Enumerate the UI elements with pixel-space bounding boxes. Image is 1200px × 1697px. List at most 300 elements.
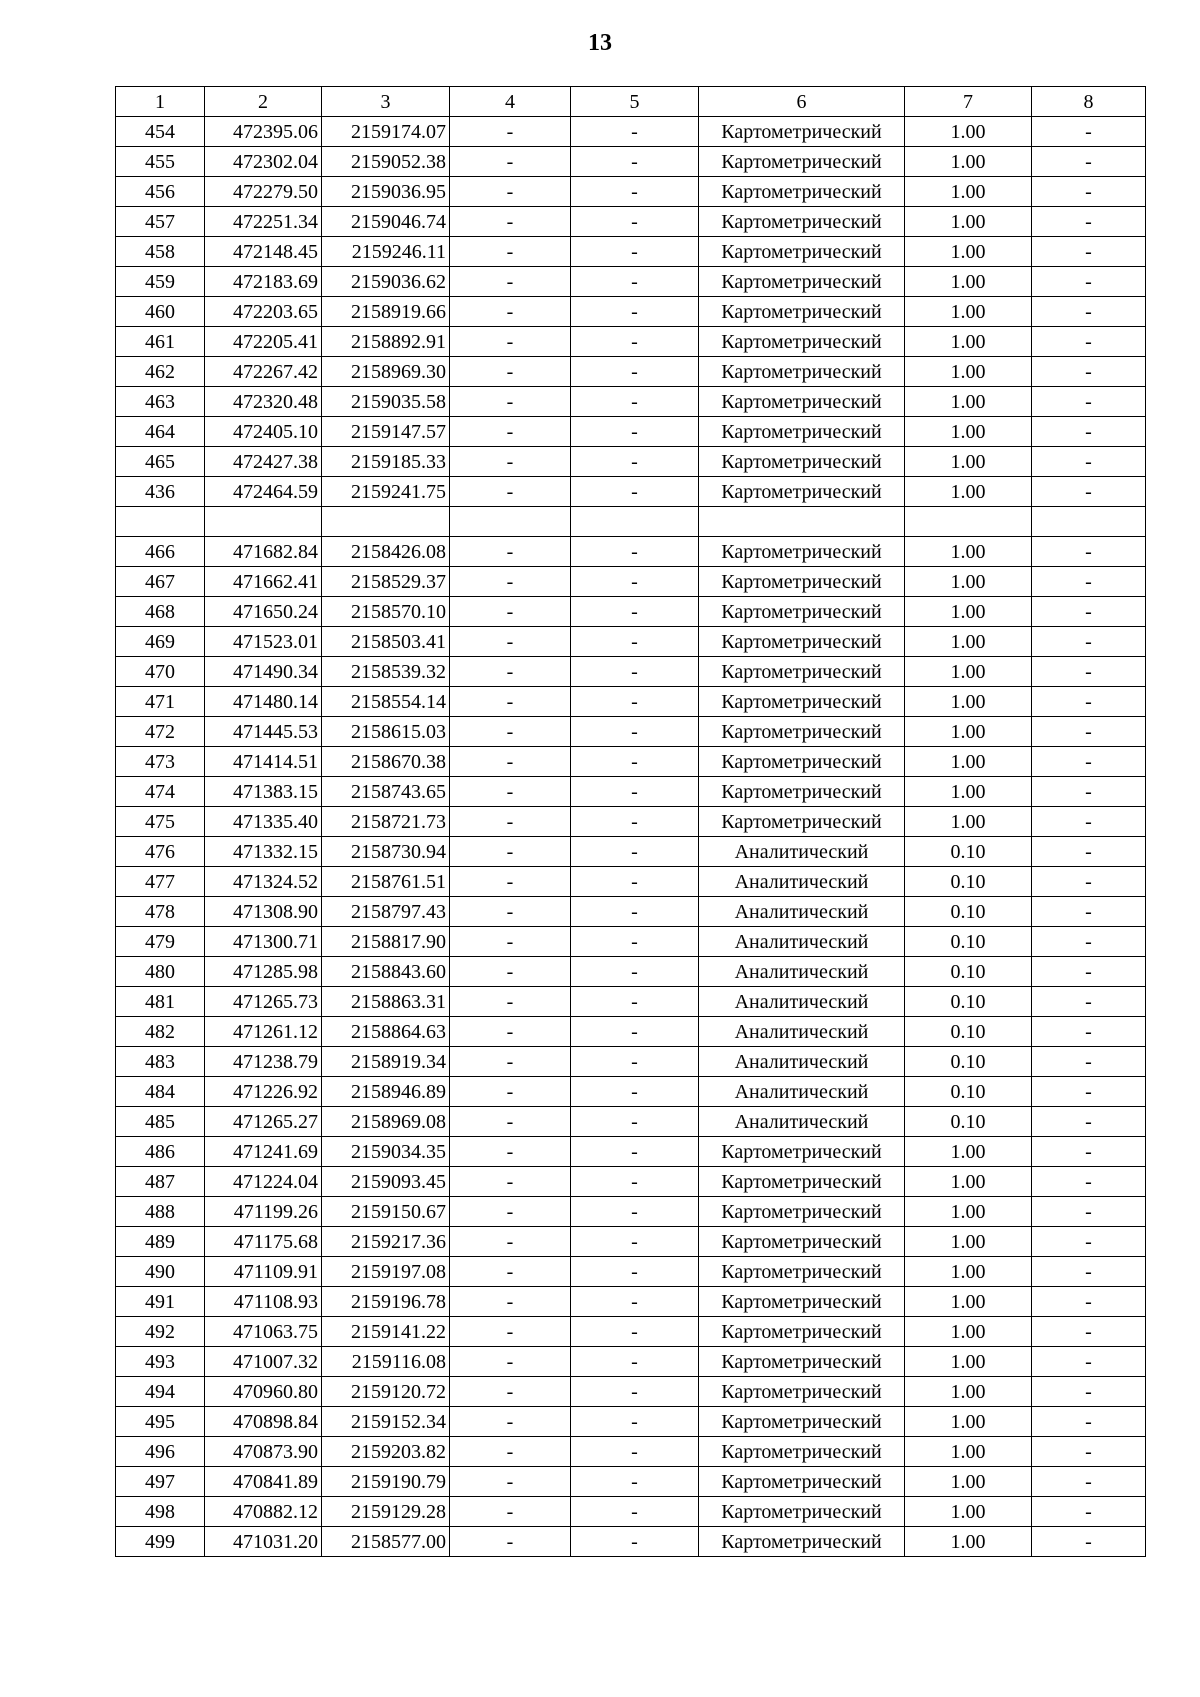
table-cell: 2158864.63 — [322, 1017, 450, 1047]
table-row — [116, 1437, 1146, 1467]
column-header: 4 — [450, 87, 571, 117]
table-cell: 1.00 — [905, 1347, 1032, 1377]
table-cell: 1.00 — [905, 477, 1032, 507]
table-cell: - — [450, 387, 571, 417]
table-cell: 1.00 — [905, 417, 1032, 447]
column-header: 7 — [905, 87, 1032, 117]
table-cell: 2158797.43 — [322, 897, 450, 927]
table-header-row — [116, 87, 1146, 117]
table-cell: Аналитический — [699, 1107, 905, 1137]
table-cell: - — [450, 357, 571, 387]
table-cell: 2159116.08 — [322, 1347, 450, 1377]
table-cell: 1.00 — [905, 117, 1032, 147]
table-cell: 472427.38 — [205, 447, 322, 477]
table-cell: 472302.04 — [205, 147, 322, 177]
table-cell: Аналитический — [699, 867, 905, 897]
table-cell: - — [1032, 1287, 1146, 1317]
table-cell: 2158426.08 — [322, 537, 450, 567]
table-cell: 472148.45 — [205, 237, 322, 267]
table-cell: - — [571, 747, 699, 777]
table-cell: - — [450, 1437, 571, 1467]
table-cell: 2159152.34 — [322, 1407, 450, 1437]
table-row — [116, 567, 1146, 597]
table-cell: Картометрический — [699, 1527, 905, 1557]
table-cell: - — [1032, 747, 1146, 777]
table-cell: 474 — [116, 777, 205, 807]
table-cell — [116, 507, 205, 537]
table-cell: - — [1032, 1437, 1146, 1467]
table-cell: - — [450, 327, 571, 357]
table-cell: Картометрический — [699, 1437, 905, 1467]
table-cell: 2158670.38 — [322, 747, 450, 777]
table-row — [116, 177, 1146, 207]
table-cell: 472205.41 — [205, 327, 322, 357]
table-cell: - — [1032, 957, 1146, 987]
table-cell: - — [571, 1407, 699, 1437]
table-cell: 479 — [116, 927, 205, 957]
table-cell: 486 — [116, 1137, 205, 1167]
table-cell: 2158539.32 — [322, 657, 450, 687]
table-cell: Картометрический — [699, 267, 905, 297]
table-cell: - — [1032, 1467, 1146, 1497]
table-cell: 458 — [116, 237, 205, 267]
table-cell: 481 — [116, 987, 205, 1017]
table-cell: 472279.50 — [205, 177, 322, 207]
table-cell: - — [571, 717, 699, 747]
table-cell: 470898.84 — [205, 1407, 322, 1437]
column-header: 5 — [571, 87, 699, 117]
table-row — [116, 807, 1146, 837]
table-cell: 471199.26 — [205, 1197, 322, 1227]
table-cell: - — [450, 597, 571, 627]
table-cell: 484 — [116, 1077, 205, 1107]
table-cell: 2159036.62 — [322, 267, 450, 297]
table-cell: - — [1032, 1497, 1146, 1527]
table-cell — [450, 507, 571, 537]
table-cell: 2158817.90 — [322, 927, 450, 957]
table-cell: Аналитический — [699, 987, 905, 1017]
table-cell: - — [450, 747, 571, 777]
table-cell: - — [1032, 867, 1146, 897]
table-cell: 495 — [116, 1407, 205, 1437]
table-cell: 2159093.45 — [322, 1167, 450, 1197]
table-row — [116, 627, 1146, 657]
table-cell: - — [571, 477, 699, 507]
table-cell: - — [450, 657, 571, 687]
table-cell: 473 — [116, 747, 205, 777]
table-cell: 1.00 — [905, 777, 1032, 807]
table-cell: 470960.80 — [205, 1377, 322, 1407]
table-cell: Картометрический — [699, 1257, 905, 1287]
table-cell: - — [571, 867, 699, 897]
table-cell — [699, 507, 905, 537]
table-cell — [571, 507, 699, 537]
table-cell: 1.00 — [905, 297, 1032, 327]
table-cell: 467 — [116, 567, 205, 597]
table-cell: 0.10 — [905, 1077, 1032, 1107]
table-cell: - — [450, 1287, 571, 1317]
table-cell: 475 — [116, 807, 205, 837]
table-cell — [1032, 507, 1146, 537]
table-cell: - — [1032, 1527, 1146, 1557]
table-cell: - — [571, 1497, 699, 1527]
coordinates-table — [115, 86, 1146, 1557]
table-cell: - — [450, 1527, 571, 1557]
table-cell — [905, 507, 1032, 537]
table-cell: 2158892.91 — [322, 327, 450, 357]
table-cell — [322, 507, 450, 537]
table-cell: Картометрический — [699, 1377, 905, 1407]
table-row — [116, 1047, 1146, 1077]
table-cell: Картометрический — [699, 567, 905, 597]
table-cell: 471109.91 — [205, 1257, 322, 1287]
table-cell: 471332.15 — [205, 837, 322, 867]
table-cell: - — [1032, 1017, 1146, 1047]
table-cell: 489 — [116, 1227, 205, 1257]
table-cell: - — [1032, 297, 1146, 327]
table-cell: 2159120.72 — [322, 1377, 450, 1407]
table-cell: - — [571, 1377, 699, 1407]
table-cell: - — [450, 1467, 571, 1497]
table-cell: - — [571, 1047, 699, 1077]
table-cell: 2158919.66 — [322, 297, 450, 327]
table-cell: 498 — [116, 1497, 205, 1527]
table-cell: - — [450, 1077, 571, 1107]
table-cell: - — [450, 927, 571, 957]
table-cell: Картометрический — [699, 1167, 905, 1197]
table-cell: 471662.41 — [205, 567, 322, 597]
table-cell: - — [571, 627, 699, 657]
table-cell: 471238.79 — [205, 1047, 322, 1077]
table-cell: 1.00 — [905, 687, 1032, 717]
table-cell: - — [1032, 207, 1146, 237]
table-cell: Аналитический — [699, 837, 905, 867]
table-cell: 1.00 — [905, 357, 1032, 387]
table-cell: - — [571, 1167, 699, 1197]
table-cell: 471224.04 — [205, 1167, 322, 1197]
table-cell: 1.00 — [905, 1437, 1032, 1467]
table-cell: - — [1032, 537, 1146, 567]
table-cell: 2159246.11 — [322, 237, 450, 267]
table-cell: 436 — [116, 477, 205, 507]
table-cell: Картометрический — [699, 417, 905, 447]
table-cell: - — [571, 207, 699, 237]
table-cell: 459 — [116, 267, 205, 297]
table-cell: 0.10 — [905, 867, 1032, 897]
table-cell: - — [571, 237, 699, 267]
table-cell: - — [450, 477, 571, 507]
table-cell: - — [450, 1347, 571, 1377]
table-cell: - — [1032, 567, 1146, 597]
table-cell: 480 — [116, 957, 205, 987]
table-cell: 2158969.08 — [322, 1107, 450, 1137]
table-cell: 471490.34 — [205, 657, 322, 687]
table-cell: - — [450, 147, 571, 177]
table-cell: - — [571, 1437, 699, 1467]
table-cell: 476 — [116, 837, 205, 867]
table-cell: - — [571, 837, 699, 867]
table-cell: 2158615.03 — [322, 717, 450, 747]
table-cell: 1.00 — [905, 657, 1032, 687]
table-cell: 490 — [116, 1257, 205, 1287]
table-cell: 1.00 — [905, 807, 1032, 837]
table-cell: - — [450, 1197, 571, 1227]
table-cell: - — [1032, 687, 1146, 717]
table-cell: Картометрический — [699, 627, 905, 657]
table-row — [116, 507, 1146, 537]
table-cell: - — [1032, 1137, 1146, 1167]
table-cell: 471324.52 — [205, 867, 322, 897]
table-cell: 470882.12 — [205, 1497, 322, 1527]
table-cell: 471063.75 — [205, 1317, 322, 1347]
table-cell: 472183.69 — [205, 267, 322, 297]
table-cell: 471285.98 — [205, 957, 322, 987]
table-cell: - — [571, 1257, 699, 1287]
table-cell: - — [571, 897, 699, 927]
table-cell: 2158863.31 — [322, 987, 450, 1017]
table-cell: Картометрический — [699, 1197, 905, 1227]
table-cell: - — [1032, 1047, 1146, 1077]
table-cell: 472 — [116, 717, 205, 747]
table-cell: 471300.71 — [205, 927, 322, 957]
table-cell: - — [1032, 447, 1146, 477]
table-cell: - — [571, 297, 699, 327]
table-cell: 2159190.79 — [322, 1467, 450, 1497]
column-header: 1 — [116, 87, 205, 117]
table-cell: - — [571, 1287, 699, 1317]
table-row — [116, 1137, 1146, 1167]
table-cell: 491 — [116, 1287, 205, 1317]
table-cell: 2158969.30 — [322, 357, 450, 387]
table-cell: 1.00 — [905, 447, 1032, 477]
table-cell: 470841.89 — [205, 1467, 322, 1497]
table-row — [116, 297, 1146, 327]
table-cell: 471241.69 — [205, 1137, 322, 1167]
table-row — [116, 117, 1146, 147]
table-cell: 2158529.37 — [322, 567, 450, 597]
table-cell: 471261.12 — [205, 1017, 322, 1047]
table-cell: 2159036.95 — [322, 177, 450, 207]
table-cell: 471335.40 — [205, 807, 322, 837]
table-cell: 0.10 — [905, 1017, 1032, 1047]
table-cell: - — [450, 177, 571, 207]
table-cell: 2159150.67 — [322, 1197, 450, 1227]
table-cell: 471031.20 — [205, 1527, 322, 1557]
table-cell: 2159203.82 — [322, 1437, 450, 1467]
table-cell: 462 — [116, 357, 205, 387]
table-cell: - — [1032, 147, 1146, 177]
table-cell: - — [571, 597, 699, 627]
table-cell: 1.00 — [905, 1527, 1032, 1557]
table-cell: 488 — [116, 1197, 205, 1227]
table-cell: - — [1032, 117, 1146, 147]
table-cell: - — [571, 447, 699, 477]
table-cell: 455 — [116, 147, 205, 177]
table-cell: 2158946.89 — [322, 1077, 450, 1107]
table-cell: - — [1032, 717, 1146, 747]
table-cell: - — [571, 1527, 699, 1557]
table-cell: 0.10 — [905, 1047, 1032, 1077]
table-cell: - — [450, 897, 571, 927]
table-cell: Картометрический — [699, 537, 905, 567]
table-cell: - — [450, 1167, 571, 1197]
table-cell: - — [450, 717, 571, 747]
table-cell: - — [1032, 327, 1146, 357]
table-cell: Картометрический — [699, 1317, 905, 1347]
table-cell: 471650.24 — [205, 597, 322, 627]
table-cell: Картометрический — [699, 1407, 905, 1437]
table-cell: - — [571, 957, 699, 987]
table-cell: - — [1032, 477, 1146, 507]
table-cell: Картометрический — [699, 207, 905, 237]
table-cell: 471007.32 — [205, 1347, 322, 1377]
table-cell: 472267.42 — [205, 357, 322, 387]
table-row — [116, 1167, 1146, 1197]
table-row — [116, 897, 1146, 927]
table-cell: 0.10 — [905, 987, 1032, 1017]
table-row — [116, 477, 1146, 507]
table-cell: - — [1032, 1227, 1146, 1257]
table-cell: - — [1032, 627, 1146, 657]
table-body — [116, 117, 1146, 1557]
table-cell: - — [450, 1227, 571, 1257]
table-row — [116, 747, 1146, 777]
table-cell: - — [450, 807, 571, 837]
table-cell: - — [450, 777, 571, 807]
table-cell: - — [571, 537, 699, 567]
table-cell: Картометрический — [699, 747, 905, 777]
table-cell: 1.00 — [905, 597, 1032, 627]
table-cell: - — [450, 447, 571, 477]
table-cell: Картометрический — [699, 1137, 905, 1167]
table-row — [116, 1017, 1146, 1047]
table-cell: 470873.90 — [205, 1437, 322, 1467]
table-cell: Картометрический — [699, 297, 905, 327]
table-cell: - — [450, 417, 571, 447]
table-cell: - — [571, 1317, 699, 1347]
table-cell: 1.00 — [905, 1287, 1032, 1317]
table-cell: 483 — [116, 1047, 205, 1077]
table-cell: Картометрический — [699, 1227, 905, 1257]
table-row — [116, 597, 1146, 627]
table-row — [116, 327, 1146, 357]
table-cell: 2159035.58 — [322, 387, 450, 417]
table-cell: Картометрический — [699, 177, 905, 207]
table-cell: 471414.51 — [205, 747, 322, 777]
table-cell: Картометрический — [699, 237, 905, 267]
table-cell: Картометрический — [699, 1287, 905, 1317]
table-cell: 1.00 — [905, 717, 1032, 747]
table-row — [116, 1107, 1146, 1137]
table-cell: 472405.10 — [205, 417, 322, 447]
column-header: 6 — [699, 87, 905, 117]
table-cell: Картометрический — [699, 657, 905, 687]
table-cell: 494 — [116, 1377, 205, 1407]
table-cell: - — [450, 687, 571, 717]
table-cell: Аналитический — [699, 1017, 905, 1047]
table-cell: - — [450, 117, 571, 147]
table-row — [116, 1497, 1146, 1527]
table-row — [116, 537, 1146, 567]
table-cell: - — [1032, 1077, 1146, 1107]
table-cell: - — [1032, 987, 1146, 1017]
table-cell: - — [1032, 1107, 1146, 1137]
table-cell: - — [1032, 237, 1146, 267]
table-cell: 1.00 — [905, 1227, 1032, 1257]
table-cell: - — [571, 117, 699, 147]
table-cell: 472251.34 — [205, 207, 322, 237]
table-row — [116, 387, 1146, 417]
table-cell: 463 — [116, 387, 205, 417]
table-cell: 471480.14 — [205, 687, 322, 717]
table-cell: - — [450, 1497, 571, 1527]
table-cell: - — [1032, 387, 1146, 417]
table-cell: 0.10 — [905, 837, 1032, 867]
table-cell: 1.00 — [905, 537, 1032, 567]
table-cell: 454 — [116, 117, 205, 147]
table-cell: 1.00 — [905, 1197, 1032, 1227]
table-cell: - — [450, 537, 571, 567]
table-cell: - — [1032, 1197, 1146, 1227]
table-cell: 471265.27 — [205, 1107, 322, 1137]
table-cell: - — [450, 237, 571, 267]
table-cell: 1.00 — [905, 147, 1032, 177]
table-cell: Картометрический — [699, 357, 905, 387]
table-cell: 456 — [116, 177, 205, 207]
table-row — [116, 777, 1146, 807]
table-cell: - — [571, 1137, 699, 1167]
table-row — [116, 357, 1146, 387]
table-row — [116, 207, 1146, 237]
table-cell: 2158570.10 — [322, 597, 450, 627]
table-cell: - — [450, 1137, 571, 1167]
table-cell: 1.00 — [905, 1167, 1032, 1197]
table-cell: Картометрический — [699, 327, 905, 357]
table-cell: 482 — [116, 1017, 205, 1047]
table-cell: 471383.15 — [205, 777, 322, 807]
table-cell: 1.00 — [905, 207, 1032, 237]
table-cell: - — [1032, 777, 1146, 807]
table-cell: - — [571, 387, 699, 417]
table-cell: Картометрический — [699, 387, 905, 417]
table-cell: - — [1032, 927, 1146, 957]
table-row — [116, 1377, 1146, 1407]
table-cell: - — [571, 417, 699, 447]
table-cell: - — [1032, 1257, 1146, 1287]
table-cell: 1.00 — [905, 1407, 1032, 1437]
table-cell: - — [1032, 897, 1146, 927]
table-cell: - — [450, 1377, 571, 1407]
table-cell: - — [450, 627, 571, 657]
table-cell: 0.10 — [905, 897, 1032, 927]
table-cell: 464 — [116, 417, 205, 447]
table-row — [116, 1347, 1146, 1377]
table-cell: 2158761.51 — [322, 867, 450, 897]
column-header: 2 — [205, 87, 322, 117]
table-cell: - — [571, 327, 699, 357]
table-cell: 2159185.33 — [322, 447, 450, 477]
table-row — [116, 1287, 1146, 1317]
table-row — [116, 267, 1146, 297]
table-cell: Картометрический — [699, 1497, 905, 1527]
table-cell: 472320.48 — [205, 387, 322, 417]
table-cell: 2159046.74 — [322, 207, 450, 237]
table-cell: 472464.59 — [205, 477, 322, 507]
table-cell: 471108.93 — [205, 1287, 322, 1317]
table-row — [116, 1197, 1146, 1227]
table-cell: Картометрический — [699, 447, 905, 477]
table-cell: 487 — [116, 1167, 205, 1197]
